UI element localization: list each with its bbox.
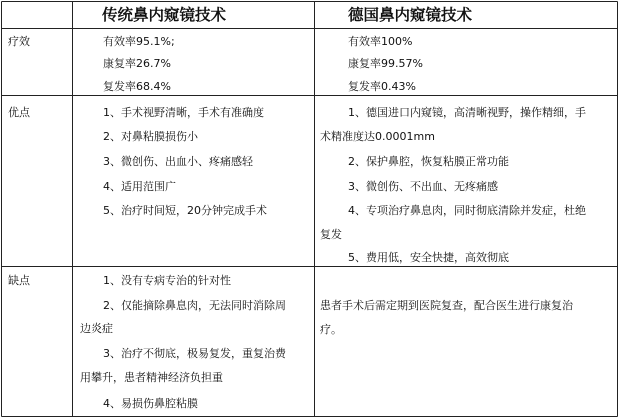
advantages-traditional-line: 5、治疗时间短，20分钟完成手术 <box>103 204 267 217</box>
advantages-german-line: 3、微创伤、不出血、无疼痛感 <box>348 180 498 193</box>
efficacy-traditional-line: 康复率26.7% <box>103 57 171 70</box>
advantages-traditional-line: 4、适用范围广 <box>103 180 176 193</box>
row-label-efficacy: 疗效 <box>8 35 30 48</box>
advantages-traditional-line: 2、对鼻粘膜损伤小 <box>103 130 198 143</box>
advantages-german-line: 术精准度达0.0001mm <box>320 130 435 143</box>
advantages-traditional-line: 3、微创伤、出血小、疼痛感轻 <box>103 155 253 168</box>
disadvantages-traditional-line: 1、没有专病专治的针对性 <box>103 274 231 287</box>
disadvantages-german-line: 疗。 <box>320 323 342 336</box>
disadvantages-traditional-line: 用攀升，患者精神经济负担重 <box>80 371 223 384</box>
advantages-german-line: 复发 <box>320 228 342 241</box>
disadvantages-german-line: 患者手术后需定期到医院复查，配合医生进行康复治 <box>320 299 573 312</box>
efficacy-traditional-line: 复发率68.4% <box>103 80 171 93</box>
row-label-advantages: 优点 <box>8 106 30 119</box>
disadvantages-traditional-line: 3、治疗不彻底，极易复发，重复治费 <box>103 347 286 360</box>
advantages-german-line: 5、费用低，安全快捷，高效彻底 <box>348 251 509 264</box>
advantages-german-line: 2、保护鼻腔，恢复粘膜正常功能 <box>348 155 509 168</box>
advantages-german-line: 1、德国进口内窥镜，高清晰视野，操作精细，手 <box>348 106 586 119</box>
efficacy-german-line: 康复率99.57% <box>348 57 423 70</box>
header-traditional: 传统鼻内窥镜技术 <box>102 5 227 24</box>
disadvantages-traditional-line: 4、易损伤鼻腔粘膜 <box>103 397 198 410</box>
row-label-disadvantages: 缺点 <box>8 274 30 287</box>
disadvantages-traditional-line: 2、仅能摘除鼻息肉，无法同时消除周 <box>103 299 286 312</box>
advantages-traditional-line: 1、手术视野清晰，手术有准确度 <box>103 106 264 119</box>
efficacy-german-line: 复发率0.43% <box>348 80 416 93</box>
advantages-german-line: 4、专项治疗鼻息肉，同时彻底清除并发症，杜绝 <box>348 204 586 217</box>
disadvantages-traditional-line: 边炎症 <box>80 322 113 335</box>
header-german: 德国鼻内窥镜技术 <box>348 5 473 24</box>
efficacy-traditional-line: 有效率95.1%; <box>103 35 175 48</box>
efficacy-german-line: 有效率100% <box>348 35 413 48</box>
